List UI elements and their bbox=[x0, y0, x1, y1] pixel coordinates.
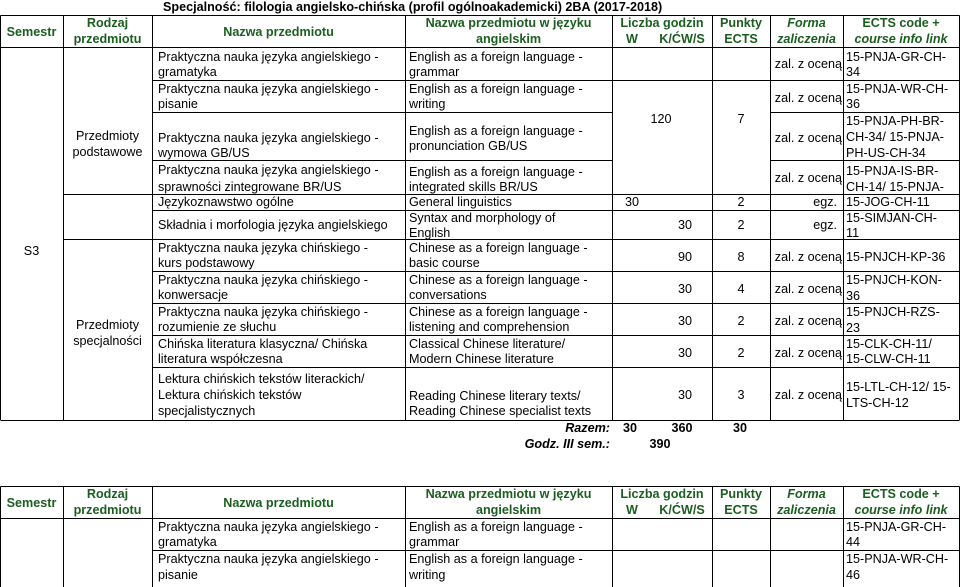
header-code-1: ECTS code + bbox=[862, 487, 940, 501]
ects-code-2: 46 bbox=[846, 568, 861, 582]
header-w: W bbox=[626, 32, 638, 46]
header-nazwa-en-1: Nazwa przedmiotu w języku bbox=[425, 487, 592, 501]
ects-code-2: CH-34/ 15-PNJA- bbox=[846, 130, 944, 144]
course-name-en-2: grammar bbox=[409, 65, 460, 79]
group-podstawowe-1: Przedmioty bbox=[76, 129, 139, 143]
hours-w: 30 bbox=[677, 314, 692, 328]
course-name-pl: Praktyczna nauka języka angielskiego - bbox=[158, 520, 379, 534]
ects-code-2: LTS-CH-12 bbox=[846, 396, 909, 410]
header-rodzaj-1: Rodzaj bbox=[86, 487, 129, 501]
course-name-en: Syntax and morphology of bbox=[409, 211, 556, 225]
header-forma-2: zaliczenia bbox=[777, 32, 836, 46]
ects-code-3: PH-US-CH-34 bbox=[846, 146, 926, 160]
ects-code-2: 15-CLW-CH-11 bbox=[846, 352, 931, 366]
forma-zaliczenia: zal. z oceną bbox=[774, 57, 842, 71]
course-name-en-2: conversations bbox=[409, 288, 487, 302]
razem-w: 30 bbox=[622, 421, 637, 435]
ects-code-2: CH-14/ 15-PNJA- bbox=[846, 180, 944, 194]
course-name-pl-2: gramatyka bbox=[158, 535, 217, 549]
course-name-pl-2: pisanie bbox=[158, 97, 198, 111]
course-name-pl: Chińska literatura klasyczna/ Chińska bbox=[158, 337, 368, 351]
course-name-en: General linguistics bbox=[409, 195, 512, 209]
course-name-en: Chinese as a foreign language - bbox=[409, 241, 588, 255]
header-ects: ECTS bbox=[724, 503, 758, 517]
course-name-pl: Praktyczna nauka języka angielskiego - bbox=[158, 163, 379, 177]
header-liczba-godzin: Liczba godzin bbox=[620, 487, 704, 501]
forma-zaliczenia: zal. z oceną bbox=[774, 346, 842, 360]
godz-value: 390 bbox=[649, 437, 671, 451]
header-code-1: ECTS code + bbox=[862, 16, 940, 30]
course-name-en-2: pronunciation GB/US bbox=[409, 139, 528, 153]
header-rodzaj-2: przedmiotu bbox=[73, 503, 142, 517]
course-name-pl-2: kurs podstawowy bbox=[158, 256, 255, 270]
header-nazwa-en-1: Nazwa przedmiotu w języku bbox=[425, 16, 592, 30]
course-name-en: Reading Chinese literary texts/ bbox=[409, 389, 581, 403]
ects-code: 15-PNJA-WR-CH- bbox=[846, 552, 949, 566]
ects-code: 15-PNJA-IS-BR- bbox=[846, 164, 939, 178]
header-w: W bbox=[626, 503, 638, 517]
razem-label: Razem: bbox=[565, 421, 610, 435]
ects-code: 15-PNJCH-RZS- bbox=[846, 305, 940, 319]
header-punkty: Punkty bbox=[720, 16, 762, 30]
punkty-ects: 2 bbox=[737, 218, 745, 232]
kcws-merged: 120 bbox=[650, 112, 672, 126]
punkty-ects: 4 bbox=[737, 282, 745, 296]
page-title: Specjalność: filologia angielsko-chińska (profil ogólnoakademicki) 2BA (2017-2018) bbox=[163, 0, 663, 14]
razem-kcws: 360 bbox=[671, 421, 693, 435]
course-name-en-2: grammar bbox=[409, 535, 460, 549]
course-name-pl-2: literatura współczesna bbox=[158, 352, 283, 366]
header-semestr: Semestr bbox=[6, 496, 57, 510]
course-name-pl: Składnia i morfologia języka angielskiego bbox=[158, 218, 388, 232]
punkty-ects: 3 bbox=[737, 388, 745, 402]
course-name-pl-2: wymowa GB/US bbox=[158, 146, 250, 160]
ects-code: 15-PNJA-GR-CH- bbox=[846, 520, 947, 534]
course-name-en-2: listening and comprehension bbox=[409, 320, 570, 334]
header-forma-2: zaliczenia bbox=[777, 503, 836, 517]
course-name-en-2: Modern Chinese literature bbox=[409, 352, 554, 366]
punkty-merged: 7 bbox=[737, 112, 745, 126]
group-specjalnosci-2: specjalności bbox=[73, 334, 142, 348]
hours-w: 30 bbox=[677, 218, 692, 232]
course-name-en: English as a foreign language - bbox=[409, 50, 583, 64]
razem-pkt: 30 bbox=[732, 421, 747, 435]
course-name-en: English as a foreign language - bbox=[409, 552, 583, 566]
ects-code: 15-PNJCH-KON- bbox=[846, 273, 942, 287]
course-name-pl: Praktyczna nauka języka angielskiego - bbox=[158, 82, 379, 96]
group-specjalnosci-1: Przedmioty bbox=[76, 318, 139, 332]
header-nazwa: Nazwa przedmiotu bbox=[223, 25, 334, 39]
course-name-pl-2: Lektura chińskich tekstów bbox=[158, 388, 302, 402]
course-name-en-2: integrated skills BR/US bbox=[409, 180, 538, 194]
hours-w: 30 bbox=[677, 282, 692, 296]
forma-zaliczenia: egz. bbox=[813, 218, 837, 232]
ects-code-2: 36 bbox=[846, 289, 861, 303]
ects-code: 15-LTL-CH-12/ 15- bbox=[846, 380, 951, 394]
course-name-en-2: writing bbox=[409, 568, 446, 582]
header-nazwa-en-2: angielskim bbox=[475, 503, 542, 517]
course-name-pl: Lektura chińskich tekstów literackich/ bbox=[158, 372, 365, 386]
punkty-ects: 2 bbox=[737, 314, 745, 328]
ects-code: 15-PNJCH-KP-36 bbox=[846, 250, 946, 264]
course-name-pl: Praktyczna nauka języka chińskiego - bbox=[158, 273, 368, 287]
punkty-ects: 8 bbox=[737, 250, 745, 264]
forma-zaliczenia: zal. z oceną bbox=[774, 91, 842, 105]
course-name-pl-2: konwersacje bbox=[158, 288, 228, 302]
header-rodzaj-2: przedmiotu bbox=[73, 32, 142, 46]
header-ects: ECTS bbox=[724, 32, 758, 46]
course-name-pl-2: pisanie bbox=[158, 568, 198, 582]
ects-code: 15-PNJA-WR-CH- bbox=[846, 82, 949, 96]
ects-code-2: 36 bbox=[846, 97, 861, 111]
course-name-en: English as a foreign language - bbox=[409, 165, 583, 179]
course-name-pl-3: specjalistycznych bbox=[158, 404, 256, 418]
header-rodzaj-1: Rodzaj bbox=[86, 16, 129, 30]
course-name-pl: Praktyczna nauka języka chińskiego - bbox=[158, 241, 368, 255]
header-code-2: course info link bbox=[854, 503, 948, 517]
header-code-2: course info link bbox=[854, 32, 948, 46]
forma-zaliczenia: egz. bbox=[813, 195, 837, 209]
course-name-en-2: English bbox=[409, 226, 451, 240]
godz-label: Godz. III sem.: bbox=[524, 437, 610, 451]
header-kcws: K/ĆW/S bbox=[659, 32, 705, 46]
ects-code: 15-PNJA-PH-BR- bbox=[846, 114, 944, 128]
header-nazwa-en-2: angielskim bbox=[475, 32, 542, 46]
course-name-en: Classical Chinese literature/ bbox=[409, 337, 566, 351]
header-liczba-godzin: Liczba godzin bbox=[620, 16, 704, 30]
course-name-en: Chinese as a foreign language - bbox=[409, 273, 588, 287]
header-semestr: Semestr bbox=[6, 25, 57, 39]
course-name-en: English as a foreign language - bbox=[409, 82, 583, 96]
punkty-ects: 2 bbox=[737, 346, 745, 360]
punkty-ects: 2 bbox=[737, 195, 745, 209]
header-forma-1: Forma bbox=[787, 487, 826, 501]
forma-zaliczenia: zal. z oceną bbox=[774, 282, 842, 296]
ects-code-2: 34 bbox=[846, 65, 861, 79]
course-name-pl: Praktyczna nauka języka angielskiego - bbox=[158, 50, 379, 64]
header-nazwa: Nazwa przedmiotu bbox=[223, 496, 334, 510]
header-forma-1: Forma bbox=[787, 16, 826, 30]
semester-label: S3 bbox=[23, 244, 40, 258]
course-name-en-2: basic course bbox=[409, 256, 480, 270]
course-name-en-2: Reading Chinese specialist texts bbox=[409, 404, 592, 418]
course-name-pl: Językoznawstwo ogólne bbox=[158, 195, 294, 209]
course-name-pl: Praktyczna nauka języka angielskiego - bbox=[158, 131, 379, 145]
ects-code: 15-JOG-CH-11 bbox=[846, 195, 930, 209]
hours-w: 90 bbox=[677, 250, 692, 264]
course-name-en: Chinese as a foreign language - bbox=[409, 305, 588, 319]
course-name-pl: Praktyczna nauka języka chińskiego - bbox=[158, 305, 368, 319]
course-name-pl: Praktyczna nauka języka angielskiego - bbox=[158, 552, 379, 566]
course-name-pl-2: rozumienie ze słuchu bbox=[158, 320, 277, 334]
course-name-en: English as a foreign language - bbox=[409, 124, 583, 138]
course-name-en-2: writing bbox=[409, 97, 446, 111]
forma-zaliczenia: zal. z oceną bbox=[774, 314, 842, 328]
forma-zaliczenia: zal. z oceną bbox=[774, 171, 842, 185]
ects-code-2: 23 bbox=[846, 321, 861, 335]
ects-code: 15-PNJA-GR-CH- bbox=[846, 50, 947, 64]
hours-w: 30 bbox=[677, 346, 692, 360]
header-punkty: Punkty bbox=[720, 487, 762, 501]
forma-zaliczenia: zal. z oceną bbox=[774, 388, 842, 402]
group-podstawowe-2: podstawowe bbox=[72, 145, 143, 159]
course-name-pl-2: sprawności zintegrowane BR/US bbox=[158, 180, 342, 194]
hours-w: 30 bbox=[624, 195, 639, 209]
ects-code: 15-SIMJAN-CH- bbox=[846, 211, 937, 225]
ects-code-2: 11 bbox=[846, 226, 860, 240]
course-name-pl-2: gramatyka bbox=[158, 65, 217, 79]
course-name-en: English as a foreign language - bbox=[409, 520, 583, 534]
forma-zaliczenia: zal. z oceną bbox=[774, 131, 842, 145]
ects-code: 15-CLK-CH-11/ bbox=[846, 337, 932, 351]
header-kcws: K/ĆW/S bbox=[659, 503, 705, 517]
forma-zaliczenia: zal. z oceną bbox=[774, 250, 842, 264]
hours-w: 30 bbox=[677, 388, 692, 402]
ects-code-2: 44 bbox=[846, 535, 861, 549]
